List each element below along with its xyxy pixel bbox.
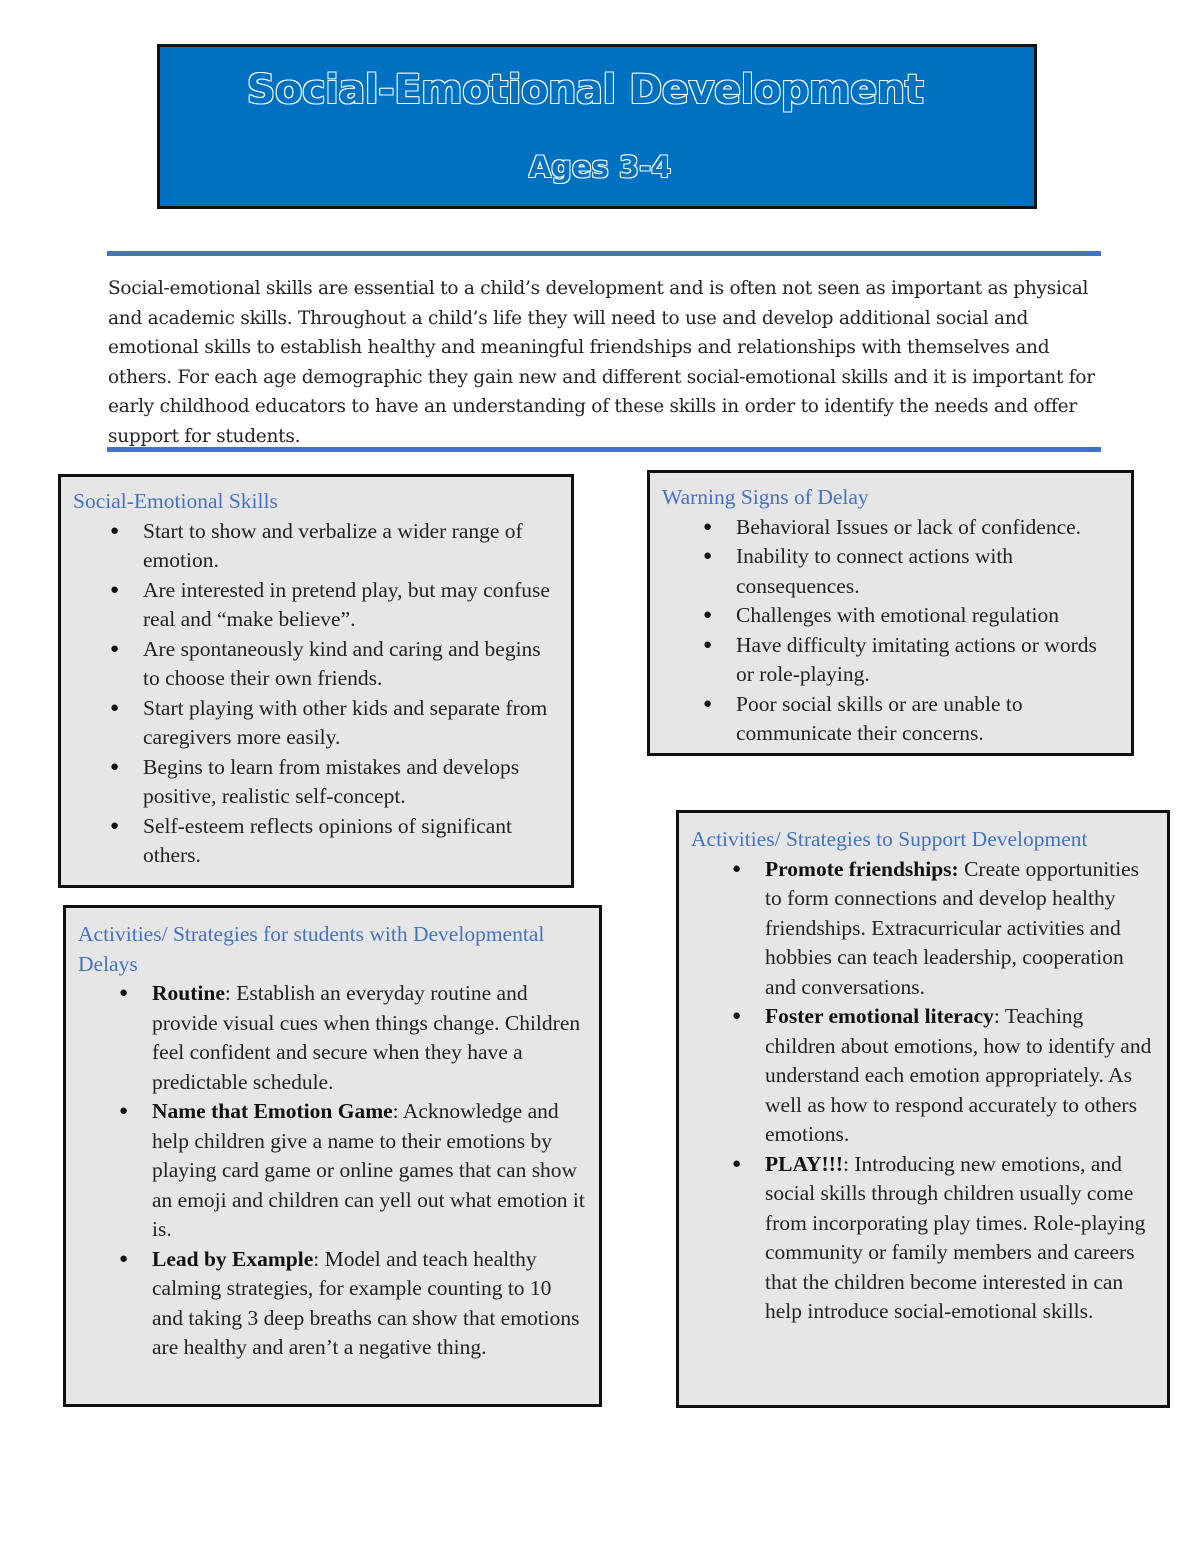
list-item <box>152 979 587 1097</box>
list-item <box>152 1097 587 1245</box>
empty-list-item <box>143 871 559 885</box>
list-item: ● Begins to learn from mistakes and develops positive, realistic self-concept. <box>143 753 559 812</box>
list-item: ● Are spontaneously kind and caring and begins to choose their own friends. <box>143 635 559 694</box>
list-item: ● Behavioral Issues or lack of confidence. <box>736 513 1119 543</box>
item-label: Name that Emotion Game <box>152 1099 393 1123</box>
item-label: Lead by Example <box>152 1246 314 1271</box>
support-box <box>676 810 1170 1408</box>
skills-heading: Social-Emotional Skills <box>73 489 278 513</box>
list-item <box>765 1002 1155 1150</box>
skills-list <box>73 517 559 885</box>
item-text: Create opportunities to form connections and develop healthy friendships. Extracurricular activities and hobbies can teach leadership, cooperation and conversations. <box>765 856 1140 999</box>
title-banner <box>157 44 1037 209</box>
item-text: : Model and teach healthy calming strategies, for example counting to 10 and taking 3 deep breaths can show that emotions are healthy and aren’t a negative thing. <box>152 1246 580 1359</box>
item-label: Promote friendships: <box>765 856 959 881</box>
item-label: Foster emotional literacy <box>765 1004 994 1028</box>
page-title: Social-Emotional Development <box>246 67 924 113</box>
item-text: : Introducing new emotions, and social skills through children usually come from incorporating play times. Role-playing community or family members and careers that the children become interested in can help introduce social-emotional skills. <box>765 1151 1146 1323</box>
warning-heading: Warning Signs of Delay <box>662 485 869 509</box>
delays-box <box>63 905 602 1407</box>
item-text: : Acknowledge and help children give a name to their emotions by playing card game or online games that can show an emoji and children can yell out what emotion it is. <box>152 1099 585 1241</box>
list-item: ● Self-esteem reflects opinions of significant others. <box>143 812 559 871</box>
list-item <box>765 855 1155 1003</box>
list-item: ● Poor social skills or are unable to communicate their concerns. <box>736 690 1119 749</box>
list-item: ● Have difficulty imitating actions or words or role-playing. <box>736 631 1119 690</box>
list-item: ● Start playing with other kids and separate from caregivers more easily. <box>143 694 559 753</box>
item-label: Routine <box>152 981 225 1005</box>
list-item <box>765 1150 1155 1327</box>
list-item: ● Start to show and verbalize a wider range of emotion. <box>143 517 559 576</box>
list-item: ● Are interested in pretend play, but may confuse real and “make believe”. <box>143 576 559 635</box>
delays-list <box>78 979 587 1363</box>
divider-top <box>107 251 1101 256</box>
warning-list <box>662 513 1119 749</box>
delays-heading: Activities/ Strategies for students with Developmental Delays <box>78 922 545 976</box>
list-item: ● Inability to connect actions with consequences. <box>736 542 1119 601</box>
warning-box <box>647 470 1134 756</box>
support-list <box>691 855 1155 1327</box>
list-item <box>152 1245 587 1363</box>
skills-box <box>58 474 574 888</box>
item-label: PLAY!!! <box>765 1151 844 1176</box>
item-text: : Establish an everyday routine and provide visual cues when things change. Children feel confident and secure when they have a predictable schedule. <box>152 981 581 1094</box>
item-text: : Teaching children about emotions, how to identify and understand each emotion appropriately. As well as how to respond accurately to others emotions. <box>765 1004 1152 1146</box>
intro-paragraph: Social-emotional skills are essential to a child’s development and is often not seen as important as physical and academic skills. Throughout a child’s life they will need to use and develop additional social and emotional skills to establish healthy and meaningful friendships and relationships with themselves and others. For each age demographic they gain new and different social-emotional skills and it is important for early childhood educators to have an understanding of these skills in order to identify the needs and offer support for students. <box>108 278 1095 447</box>
list-item: ● Challenges with emotional regulation <box>736 601 1119 631</box>
support-heading: Activities/ Strategies to Support Development <box>691 827 1088 851</box>
page-subtitle: Ages 3-4 <box>528 150 672 184</box>
divider-bottom <box>107 447 1101 452</box>
